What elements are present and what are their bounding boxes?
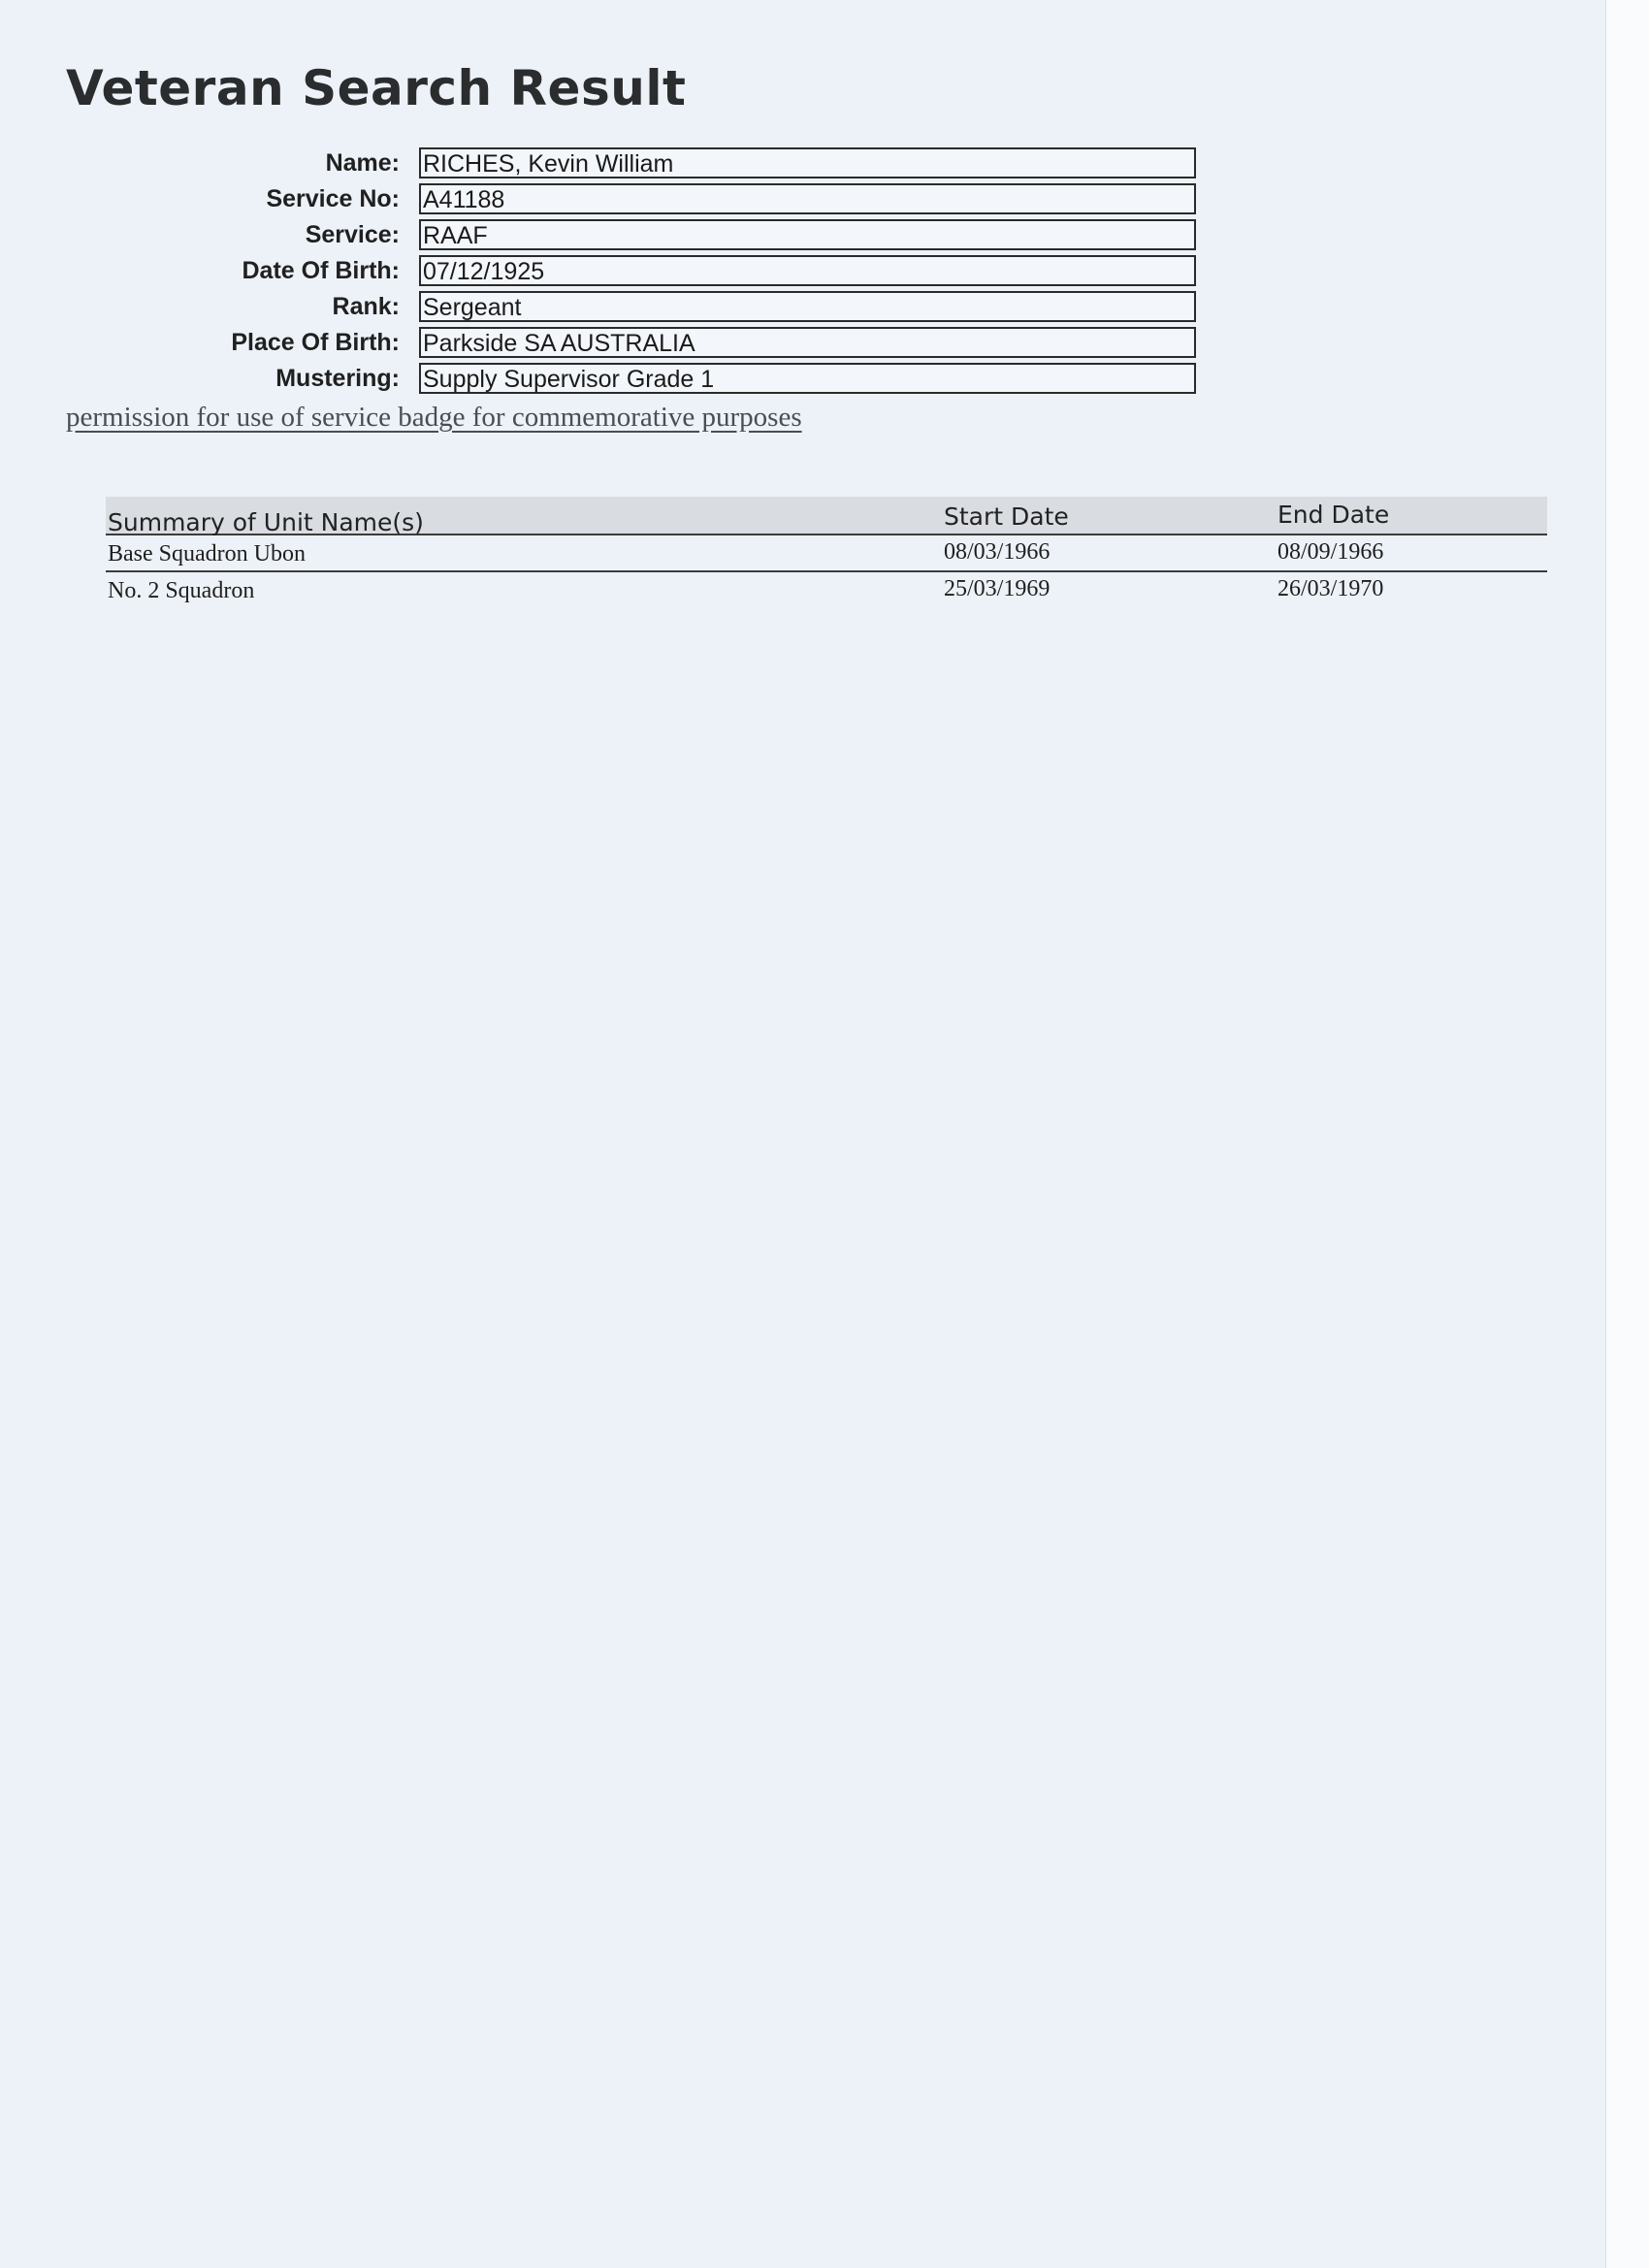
start-date-cell: 08/03/1966 bbox=[944, 539, 1051, 565]
table-row bbox=[106, 572, 1547, 607]
field-label: Service: bbox=[305, 221, 400, 248]
field-label: Mustering: bbox=[275, 365, 400, 392]
date-of-birth-field: 07/12/1925 bbox=[419, 255, 1196, 286]
field-label: Place Of Birth: bbox=[231, 329, 400, 356]
field-label: Service No: bbox=[266, 185, 400, 212]
end-date-cell: 26/03/1970 bbox=[1277, 576, 1384, 601]
field-label: Date Of Birth: bbox=[242, 257, 400, 284]
service-badge-permission-link[interactable]: permission for use of service badge for commemorative purposes bbox=[66, 402, 802, 433]
unit-name-cell: Base Squadron Ubon bbox=[108, 541, 306, 567]
service-no-field: A41188 bbox=[419, 183, 1196, 214]
unit-summary-table bbox=[106, 497, 1547, 607]
table-row bbox=[106, 535, 1547, 572]
column-header-end-date: End Date bbox=[1277, 501, 1390, 529]
start-date-cell: 25/03/1969 bbox=[944, 576, 1051, 601]
table-header bbox=[106, 497, 1547, 535]
place-of-birth-field: Parkside SA AUSTRALIA bbox=[419, 327, 1196, 358]
service-field: RAAF bbox=[419, 219, 1196, 250]
page-title: Veteran Search Result bbox=[66, 60, 687, 116]
unit-name-cell: No. 2 Squadron bbox=[108, 578, 255, 603]
mustering-field: Supply Supervisor Grade 1 bbox=[419, 363, 1196, 394]
scan-margin bbox=[1605, 0, 1649, 2268]
name-field: RICHES, Kevin William bbox=[419, 147, 1196, 178]
rank-field: Sergeant bbox=[419, 291, 1196, 322]
field-label: Name: bbox=[325, 149, 400, 177]
end-date-cell: 08/09/1966 bbox=[1277, 539, 1384, 565]
column-header-start-date: Start Date bbox=[944, 502, 1069, 531]
field-label: Rank: bbox=[332, 293, 400, 320]
column-header-unit-name: Summary of Unit Name(s) bbox=[108, 508, 424, 536]
